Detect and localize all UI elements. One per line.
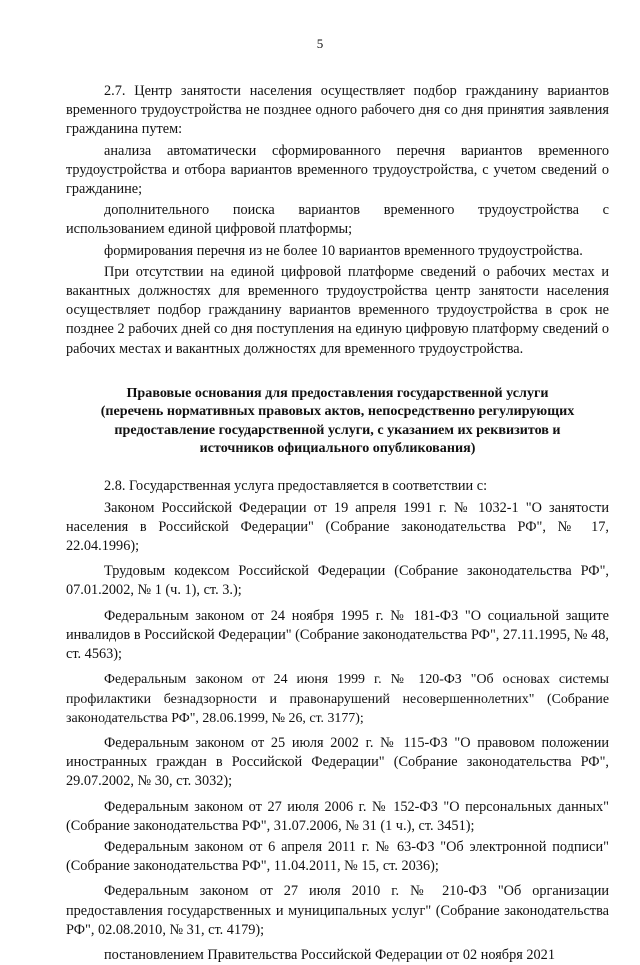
legal-act-item: постановлением Правительства Российской Федерации от 02 ноября 2021 [104, 946, 555, 963]
heading-line: (перечень нормативных правовых актов, непосредственно регулирующих [100, 403, 575, 420]
legal-act-item: Федеральным законом от 24 июня 1999 г. № 120-ФЗ "Об основах системы профилактики безнадзорности и правонарушений несовершеннолетних" (Собрание законодательства РФ", 28.06.1999, № 26, ст. 3177); [66, 672, 609, 726]
legal-act-item: Федеральным законом от 24 ноября 1995 г. № 181-ФЗ "О социальной защите инвалидов в Российской Федерации" (Собрание законодательства РФ", 27.11.1995, № 48, ст. 4563); [66, 607, 609, 663]
heading-line: источников официального опубликования) [199, 440, 476, 457]
heading-line: Правовые основания для предоставления государственной услуги [126, 384, 549, 401]
paragraph-method-search: дополнительного поиска вариантов временного трудоустройства с использованием единой цифровой платформы; [66, 202, 609, 238]
document-body [66, 82, 609, 965]
paragraph-method-analysis: анализа автоматически сформированного перечня вариантов временного трудоустройства и отбора вариантов временного трудоустройства, с учетом сведений о гражданине; [66, 142, 609, 198]
page-number: 5 [316, 36, 324, 51]
heading-line: предоставление государственной услуги, с указанием их реквизитов и [114, 421, 561, 438]
legal-act-item: Федеральным законом от 27 июля 2010 г. № 210-ФЗ "Об организации предоставления государственных и муниципальных услуг" (Собрание законодательства РФ", 02.08.2010, № 31, ст. 4179); [66, 883, 609, 938]
legal-act-item: Трудовым кодексом Российской Федерации (Собрание законодательства РФ", 07.01.2002, № 1 (ч. 1), ст. 3.); [66, 563, 609, 599]
section-heading [66, 384, 609, 458]
legal-act-item: Законом Российской Федерации от 19 апреля 1991 г. № 1032-1 "О занятости населения в Российской Федерации" (Собрание законодательства РФ", № 17, 22.04.1996); [66, 499, 609, 555]
legal-act-item: Федеральным законом от 27 июля 2006 г. № 152-ФЗ "О персональных данных" (Собрание законодательства РФ", 31.07.2006, № 31 (1 ч.), ст. 3451); [66, 798, 609, 834]
legal-act-item: Федеральным законом от 6 апреля 2011 г. № 63-ФЗ "Об электронной подписи" (Собрание законодательства РФ", 11.04.2011, № 15, ст. 2036); [66, 838, 609, 875]
paragraph-method-list: формирования перечня из не более 10 вариантов временного трудоустройства. [104, 242, 583, 259]
legal-act-item: Федеральным законом от 25 июля 2002 г. № 115-ФЗ "О правовом положении иностранных граждан в Российской Федерации" (Собрание законодательства РФ", 29.07.2002, № 30, ст. 3032); [66, 734, 609, 790]
paragraph-no-data: При отсутствии на единой цифровой платформе сведений о рабочих местах и вакантных должностях для временного трудоустройства центр занятости населения осуществляет подбор гражданину вариантов временного трудоустройства в срок не позднее 2 рабочих дней со дня поступления на единую цифровую платформу сведений о рабочих местах и вакантных должностях для временного трудоустройства. [66, 263, 609, 357]
paragraph-2-8: 2.8. Государственная услуга предоставляется в соответствии с: [104, 478, 488, 495]
paragraph-2-7: 2.7. Центр занятости населения осуществляет подбор гражданину вариантов временного трудоустройства не позднее одного рабочего дня со дня принятия заявления гражданина путем: [66, 83, 609, 138]
